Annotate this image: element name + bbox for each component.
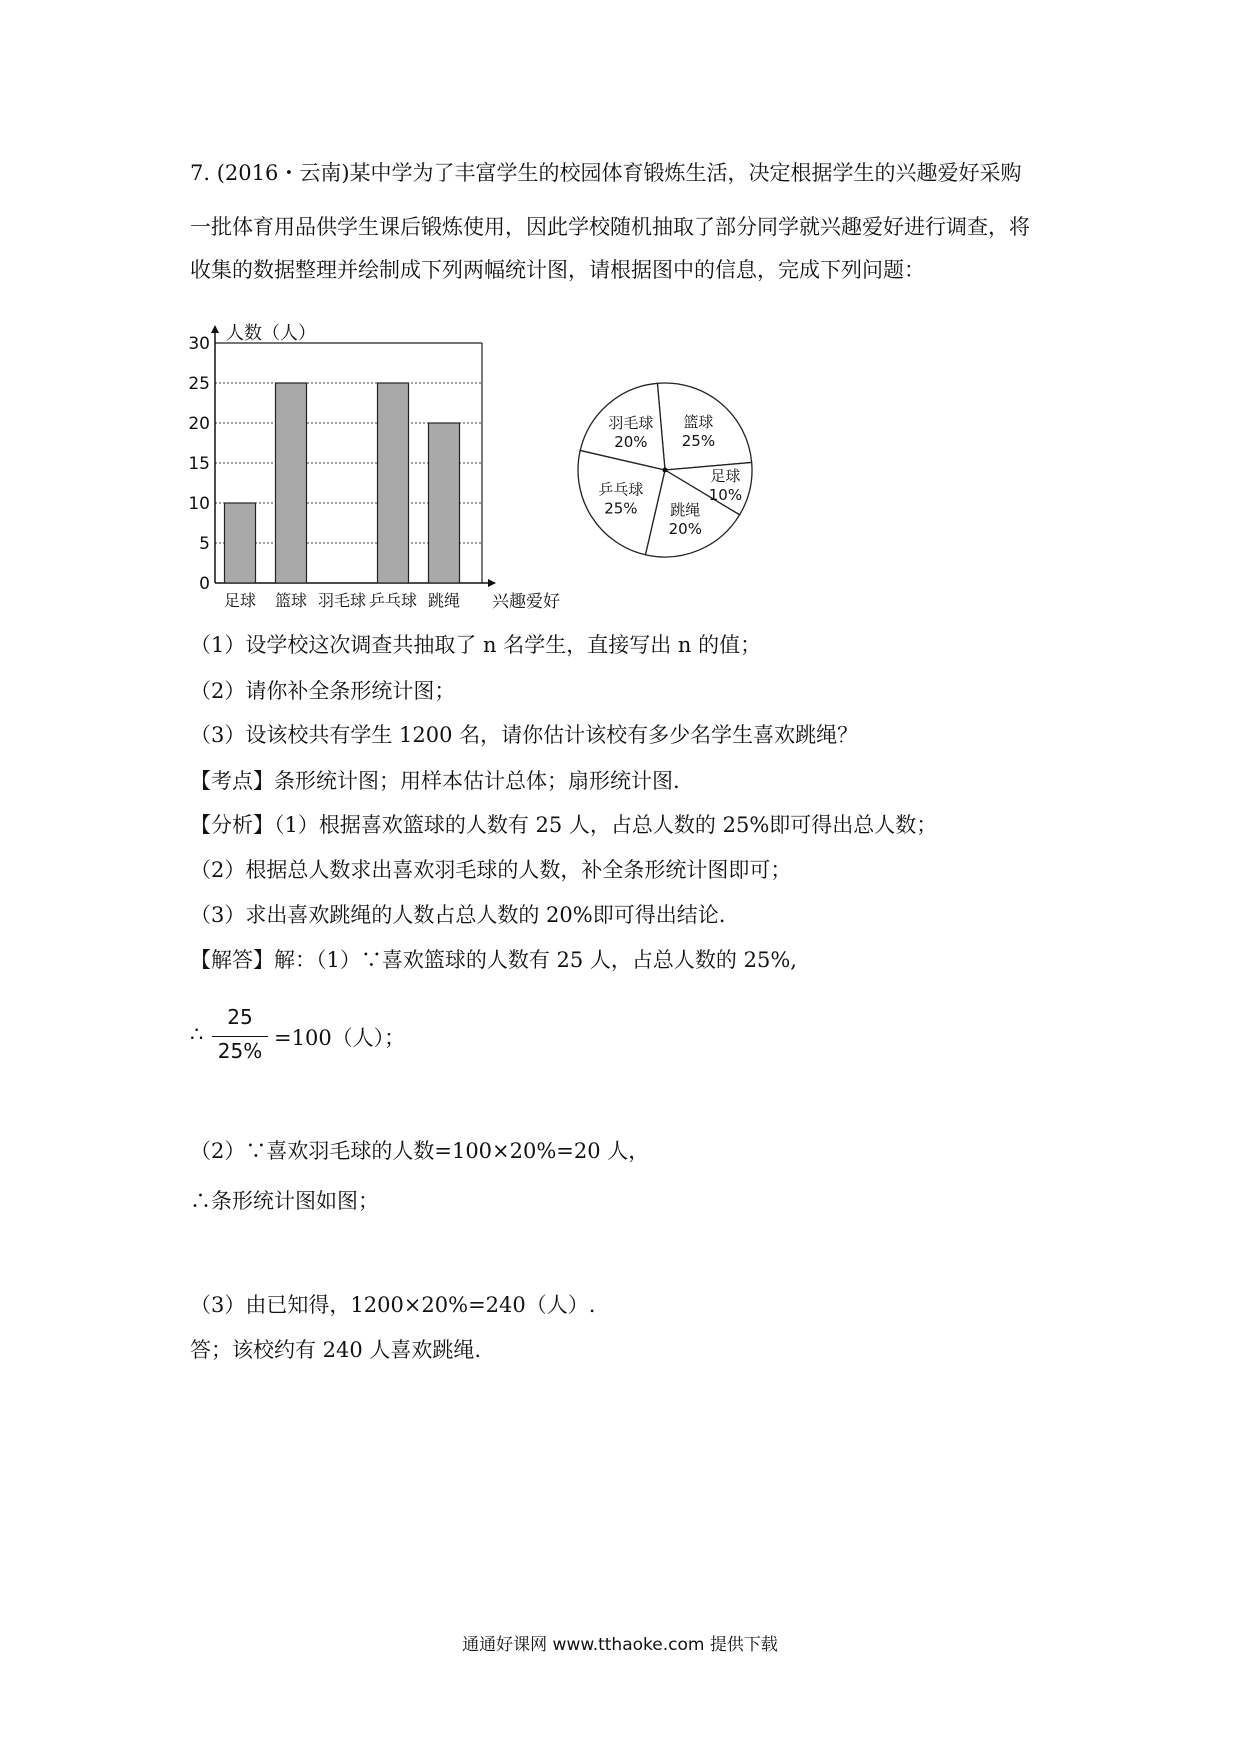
bar <box>378 383 409 583</box>
pie-slice-label: 篮球 <box>683 413 714 432</box>
category-label: 乒乓球 <box>368 591 418 610</box>
pie-slice-percent: 25% <box>681 432 716 451</box>
pie-slice-percent: 10% <box>708 485 743 504</box>
jieda-line-2: （2）∵喜欢羽毛球的人数=100×20%=20 人， <box>190 1139 650 1163</box>
footer: 通通好课网 www.tthaoke.com 提供下载 <box>462 1635 778 1655</box>
part-1: （1）设学校这次调查共抽取了 n 名学生，直接写出 n 的值； <box>190 633 762 657</box>
pie-slice-percent: 20% <box>614 432 648 451</box>
jieda-line-1: 【解答】解：（1）∵喜欢篮球的人数有 25 人，占总人数的 25%, <box>190 948 797 972</box>
x-axis-arrow <box>488 579 496 587</box>
category-label: 足球 <box>223 591 257 610</box>
y-tick-label: 15 <box>188 454 210 474</box>
question-line-2: 一批体育用品供学生课后锻炼使用，因此学校随机抽取了部分同学就兴趣爱好进行调查，将 <box>190 215 1030 239</box>
question-line-3: 收集的数据整理并绘制成下列两幅统计图，请根据图中的信息，完成下列问题： <box>190 258 925 282</box>
bar <box>429 423 460 583</box>
y-tick-label: 5 <box>199 534 210 554</box>
fenxi-line-2: （2）根据总人数求出喜欢羽毛球的人数，补全条形统计图即可； <box>190 858 792 882</box>
bar-chart <box>188 323 560 612</box>
jieda-line-3: ∴条形统计图如图； <box>190 1189 379 1213</box>
x-axis-label: 兴趣爱好 <box>492 592 560 612</box>
pie-chart <box>565 370 765 570</box>
fenxi-line-3: （3）求出喜欢跳绳的人数占总人数的 20%即可得出结论. <box>190 903 726 927</box>
fraction-bar <box>212 1036 268 1037</box>
category-label: 羽毛球 <box>317 591 367 610</box>
fenxi-line-1: 【分析】（1）根据喜欢篮球的人数有 25 人，占总人数的 25%即可得出总人数； <box>190 813 938 837</box>
fraction-numerator: 25 <box>227 1005 253 1029</box>
jieda-line-4: （3）由已知得，1200×20%=240（人）. <box>190 1293 596 1317</box>
therefore-symbol: ∴ <box>190 1022 204 1046</box>
pie-slice-percent: 25% <box>604 499 638 518</box>
y-axis-label: 人数（人） <box>226 323 316 344</box>
y-tick-label: 20 <box>188 414 210 434</box>
bar <box>225 503 256 583</box>
fraction-denominator: 25% <box>217 1039 263 1063</box>
bar <box>276 383 307 583</box>
part-3: （3）设该校共有学生 1200 名，请你估计该校有多少名学生喜欢跳绳？ <box>190 723 859 747</box>
pie-slice-label: 乒乓球 <box>598 480 644 499</box>
category-label: 跳绳 <box>427 591 461 610</box>
y-axis-arrow <box>211 325 219 333</box>
y-tick-label: 25 <box>188 374 210 394</box>
pie-slice-label: 足球 <box>710 466 741 485</box>
pie-slice-label: 羽毛球 <box>608 413 654 432</box>
y-tick-label: 30 <box>188 334 210 354</box>
pie-center <box>663 468 668 473</box>
kaodian: 【考点】条形统计图；用样本估计总体；扇形统计图. <box>190 769 680 793</box>
question-line-1: 7. (2016・云南)某中学为了丰富学生的校园体育锻炼生活，决定根据学生的兴趣爱好采购 <box>190 161 1022 185</box>
part-2: （2）请你补全条形统计图； <box>190 679 456 703</box>
jieda-line-5: 答；该校约有 240 人喜欢跳绳. <box>190 1338 482 1362</box>
fraction-result: =100（人）； <box>274 1026 406 1050</box>
pie-slice-label: 跳绳 <box>670 500 701 519</box>
y-tick-label: 10 <box>188 494 210 514</box>
category-label: 篮球 <box>274 591 308 610</box>
pie-slice-percent: 20% <box>668 519 702 538</box>
y-tick-label: 0 <box>199 574 210 594</box>
